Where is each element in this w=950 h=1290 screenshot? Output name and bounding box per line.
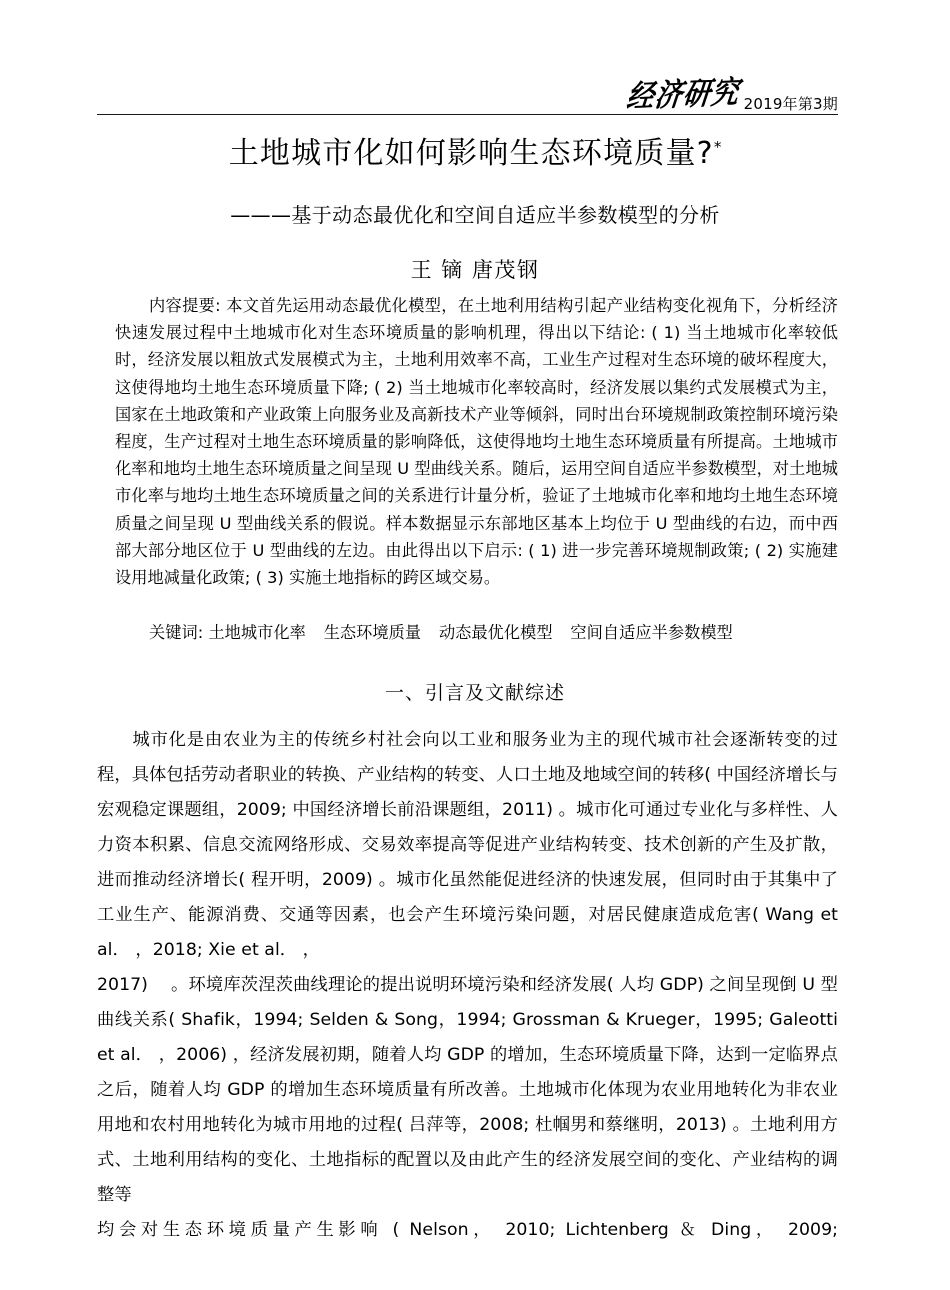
article-authors: 王 镝 唐茂钢	[410, 258, 540, 282]
section-heading-introduction: 一、引言及文献综述	[384, 682, 565, 704]
article-title-text: 土地城市化如何影响生态环境质量?	[228, 136, 714, 171]
article-subtitle: ———基于动态最优化和空间自适应半参数模型的分析	[230, 203, 720, 227]
journal-masthead-logo: 经济研究	[624, 74, 742, 116]
body-paragraph-1c	[97, 1213, 838, 1248]
keyword-item-1: 生态环境质量	[323, 623, 422, 642]
body-paragraph-1a	[97, 723, 838, 968]
running-head-rule	[97, 114, 838, 115]
abstract-block	[115, 292, 838, 591]
running-head	[97, 62, 838, 114]
title-footnote-marker: *	[713, 138, 722, 156]
keywords-block	[115, 619, 838, 646]
body-paragraph-1a-text: 城市化是由农业为主的传统乡村社会向以工业和服务业为主的现代城市社会逐渐转变的过程，具体包括劳动者职业的转换、产业结构的转变、人口土地及地域空间的转移( 中国经济增长与宏观稳定课题组，2009; 中国经济增长前沿课题组，2011) 。城市化可通过专业化与多样性、人力资本积累、信息交流网络形成、交易效率提高等促进产业结构转变、技术创新的产生及扩散，进而推动经济增长( 程开明，2009) 。城市化虽然能促进经济的快速发展，但同时由于其集中了工业生产、能源消费、交通等因素，也会产生环境污染问题，对居民健康造成危害( Wang et al． ，2018; Xie et al． ，	[97, 730, 838, 960]
keyword-item-3: 空间自适应半参数模型	[570, 623, 733, 642]
body-paragraph-1c-text: 均会对生态环境质量产生影响 ( Nelson， 2010; Lichtenberg ＆ Ding， 2009;	[97, 1220, 838, 1240]
body-paragraph-1b-text: 2017) 。环境库茨涅茨曲线理论的提出说明环境污染和经济发展( 人均 GDP) 之间呈现倒 U 型曲线关系( Shafik，1994; Selden & Song，1994; Grossman & Krueger，1995; Galeotti et al． ，2006) ，经济发展初期，随着人均 GDP 的增加，生态环境质量下降，达到一定临界点之后，随着人均 GDP 的增加生态环境质量有所改善。土地城市化体现为农业用地转化为非农业用地和农村用地转化为城市用地的过程( 吕萍等，2008; 杜帼男和蔡继明，2013) 。土地利用方式、土地利用结构的变化、土地指标的配置以及由此产生的经济发展空间的变化、产业结构的调整等	[97, 975, 838, 1205]
issue-label: 2019年第3期	[743, 95, 838, 113]
article-title	[0, 136, 950, 172]
abstract-text: 本文首先运用动态最优化模型，在土地利用结构引起产业结构变化视角下，分析经济快速发展过程中土地城市化对生态环境质量的影响机理，得出以下结论: ( 1) 当土地城市化率较低时，经济发展以粗放式发展模式为主，土地利用效率不高，工业生产过程对生态环境的破坏程度大，这使得地均土地生态环境质量下降; ( 2) 当土地城市化率较高时，经济发展以集约式发展模式为主，国家在土地政策和产业政策上向服务业及高新技术产业等倾斜，同时出台环境规制政策控制环境污染程度，生产过程对土地生态环境质量的影响降低，这使得地均土地生态环境质量有所提高。土地城市化率和地均土地生态环境质量之间呈现 U 型曲线关系。随后，运用空间自适应半参数模型，对土地城市化率与地均土地生态环境质量之间的关系进行计量分析，验证了土地城市化率和地均土地生态环境质量之间呈现 U 型曲线关系的假说。样本数据显示东部地区基本上均位于 U 型曲线的右边，而中西部大部分地区位于 U 型曲线的左边。由此得出以下启示: ( 1) 进一步完善环境规制政策; ( 2) 实施建设用地减量化政策; ( 3) 实施土地指标的跨区域交易。	[115, 296, 838, 588]
keyword-item-0: 土地城市化率	[208, 623, 306, 642]
body-paragraph-1b	[97, 968, 838, 1213]
body-text-block	[97, 723, 838, 1248]
abstract-label: 内容提要:	[149, 296, 221, 315]
keywords-label: 关键词:	[149, 623, 204, 642]
keyword-item-2: 动态最优化模型	[438, 623, 553, 642]
